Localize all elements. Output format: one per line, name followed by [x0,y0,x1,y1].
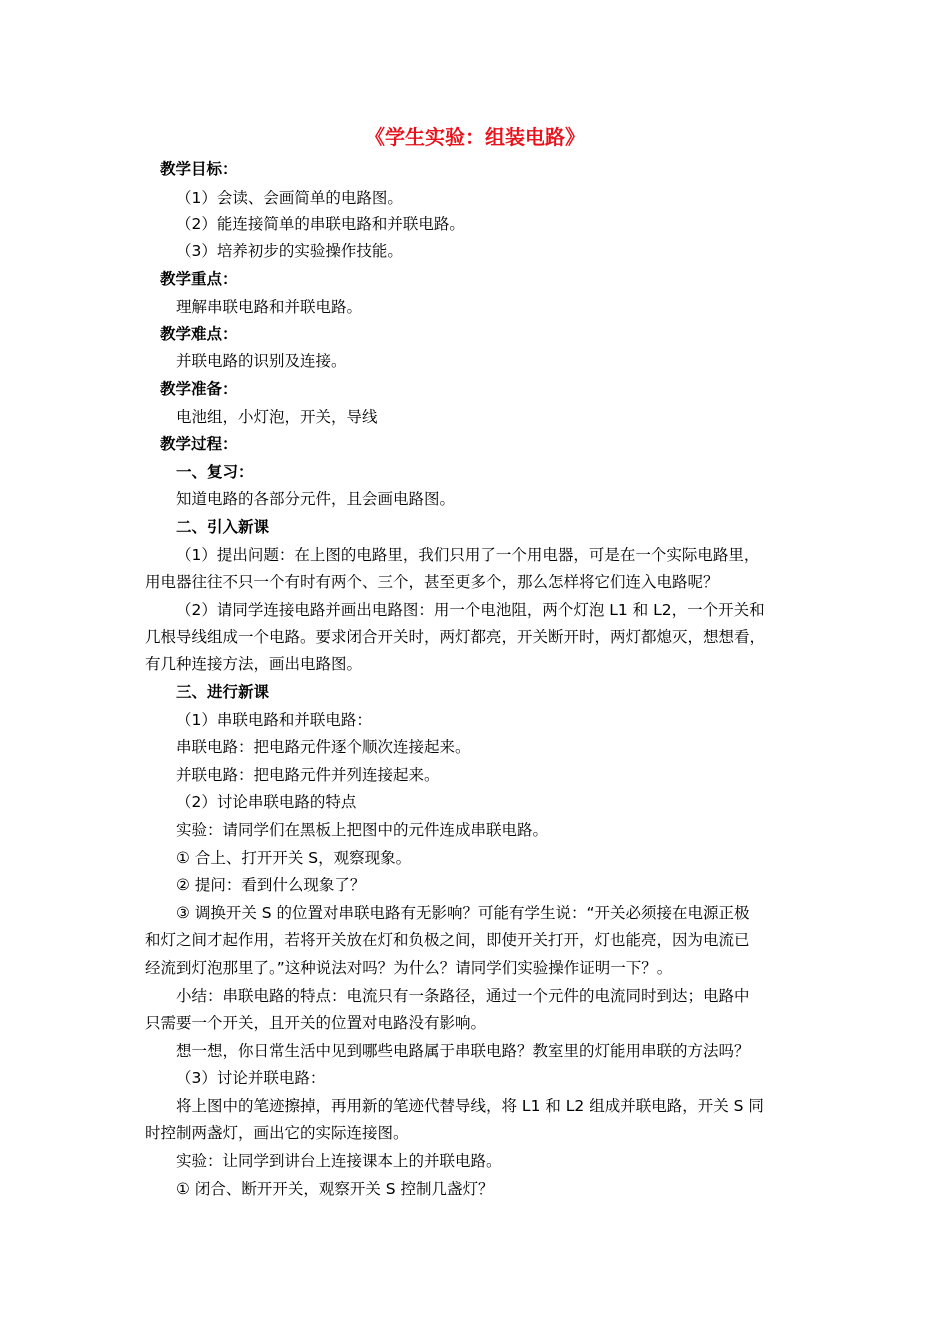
text-line: 时控制两盏灯，画出它的实际连接图。 [145,1124,409,1142]
text-line: 理解串联电路和并联电路。 [176,298,363,316]
text-line: ① 闭合、断开开关，观察开关 S 控制几盏灯？ [176,1180,494,1198]
section-heading: 二、引入新课 [176,518,270,536]
text-line: （3）培养初步的实验操作技能。 [176,242,403,260]
text-line: ① 合上、打开开关 S，观察现象。 [176,849,412,867]
section-heading: 教学准备： [160,380,238,398]
text-line: 只需要一个开关，且开关的位置对电路没有影响。 [145,1014,487,1032]
text-line: （1）提出问题：在上图的电路里，我们只用了一个用电器，可是在一个实际电路里， [176,546,760,564]
text-line: 用电器往往不只一个有时有两个、三个，甚至更多个，那么怎样将它们连入电路呢？ [145,573,719,591]
text-line: ② 提问：看到什么现象了？ [176,876,366,894]
text-line: 并联电路：把电路元件并列连接起来。 [176,766,440,784]
section-heading: 三、进行新课 [176,683,270,701]
text-line: ③ 调换开关 S 的位置对串联电路有无影响？可能有学生说：“开关必须接在电源正极 [176,904,750,922]
text-line: （1）会读、会画简单的电路图。 [176,189,403,207]
text-line: 串联电路：把电路元件逐个顺次连接起来。 [176,738,471,756]
text-line: 想一想，你日常生活中见到哪些电路属于串联电路？教室里的灯能用串联的方法吗？ [176,1042,750,1060]
text-line: 经流到灯泡那里了。”这种说法对吗？为什么？请同学们实验操作证明一下？。 [145,959,673,977]
text-line: 并联电路的识别及连接。 [176,352,347,370]
document-title: 《学生实验：组装电路》 [365,125,585,149]
text-line: 有几种连接方法，画出电路图。 [145,655,363,673]
text-line: （2）讨论串联电路的特点 [176,793,357,811]
text-line: 将上图中的笔迹擦掉，再用新的笔迹代替导线，将 L1 和 L2 组成并联电路，开关 S 同 [176,1097,764,1115]
text-line: （2）请同学连接电路并画出电路图：用一个电池阻，两个灯泡 L1 和 L2，一个开关和 [176,601,765,619]
text-line: （2）能连接简单的串联电路和并联电路。 [176,215,465,233]
section-heading: 教学重点： [160,270,238,288]
section-heading: 教学过程： [160,435,238,453]
text-line: 实验：请同学们在黑板上把图中的元件连成串联电路。 [176,821,549,839]
text-line: （3）讨论并联电路： [176,1069,326,1087]
text-line: 和灯之间才起作用，若将开关放在灯和负极之间，即使开关打开，灯也能亮，因为电流已 [145,931,750,949]
section-heading: 一、复习： [176,463,254,481]
text-line: 小结：串联电路的特点：电流只有一条路径，通过一个元件的电流同时到达；电路中 [176,987,750,1005]
text-line: 知道电路的各部分元件，且会画电路图。 [176,490,456,508]
text-line: 实验：让同学到讲台上连接课本上的并联电路。 [176,1152,502,1170]
section-heading: 教学难点： [160,325,238,343]
text-line: （1）串联电路和并联电路： [176,711,372,729]
text-line: 电池组，小灯泡，开关，导线 [176,408,378,426]
section-heading: 教学目标： [160,160,238,178]
text-line: 几根导线组成一个电路。要求闭合开关时，两灯都亮，开关断开时，两灯都熄灭，想想看， [145,628,766,646]
